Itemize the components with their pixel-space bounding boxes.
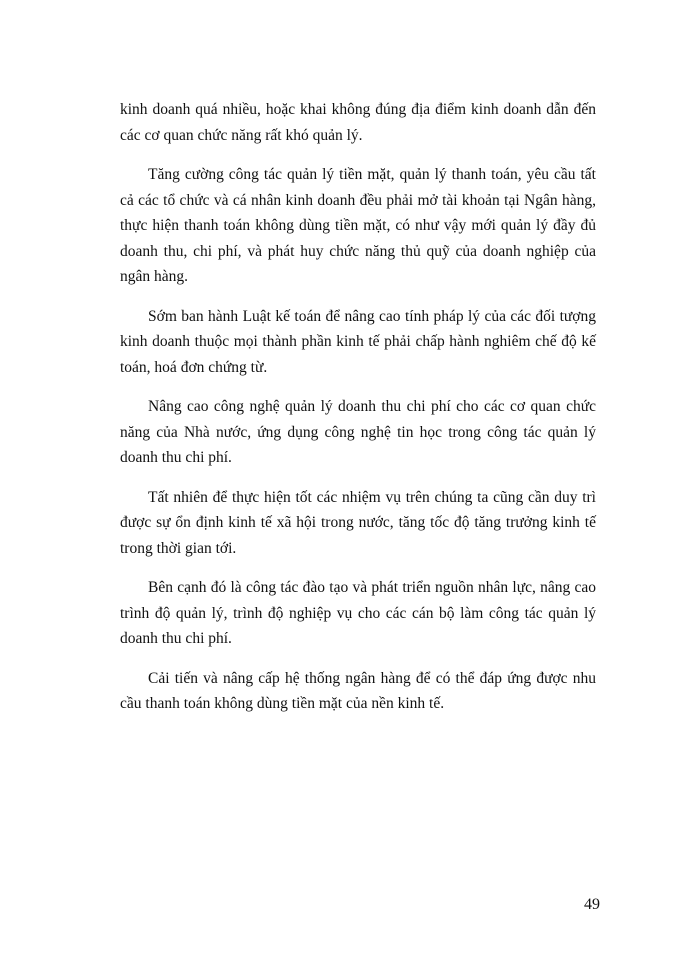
paragraph-continuation: kinh doanh quá nhiều, hoặc khai không đúng địa điểm kinh doanh dẫn đến các cơ quan chức năng rất khó quản lý.: [120, 101, 596, 144]
paragraph-cash-management: Tăng cường công tác quản lý tiền mặt, quản lý thanh toán, yêu cầu tất cả các tổ chức và cá nhân kinh doanh đều phải mở tài khoản tại Ngân hàng, thực hiện thanh toán không dùng tiền mặt, có như vậy mới quản lý đầy đủ doanh thu, chi phí, và phát huy chức năng thủ quỹ của doanh nghiệp của ngân hàng.: [120, 166, 596, 285]
paragraph-economic-stability: Tất nhiên để thực hiện tốt các nhiệm vụ trên chúng ta cũng cần duy trì được sự ổn định kinh tế xã hội trong nước, tăng tốc độ tăng trưởng kinh tế trong thời gian tới.: [120, 488, 596, 557]
page-number: 49: [584, 896, 600, 913]
paragraph-technology: Nâng cao công nghệ quản lý doanh thu chi phí cho các cơ quan chức năng của Nhà nước, ứng dụng công nghệ tin học trong công tác quản lý doanh thu chi phí.: [120, 398, 596, 466]
paragraph-banking-system: Cải tiến và nâng cấp hệ thống ngân hàng để có thể đáp ứng được nhu cầu thanh toán không dùng tiền mặt của nền kinh tế.: [120, 669, 596, 712]
paragraph-training: Bên cạnh đó là công tác đào tạo và phát triển nguồn nhân lực, nâng cao trình độ quản lý, trình độ nghiệp vụ cho các cán bộ làm công tác quản lý doanh thu chi phí.: [120, 579, 596, 647]
body-text: [120, 97, 596, 731]
paragraph-accounting-law: Sớm ban hành Luật kế toán để nâng cao tính pháp lý của các đối tượng kinh doanh thuộc mọi thành phần kinh tế phải chấp hành nghiêm chế độ kế toán, hoá đơn chứng từ.: [120, 307, 596, 376]
